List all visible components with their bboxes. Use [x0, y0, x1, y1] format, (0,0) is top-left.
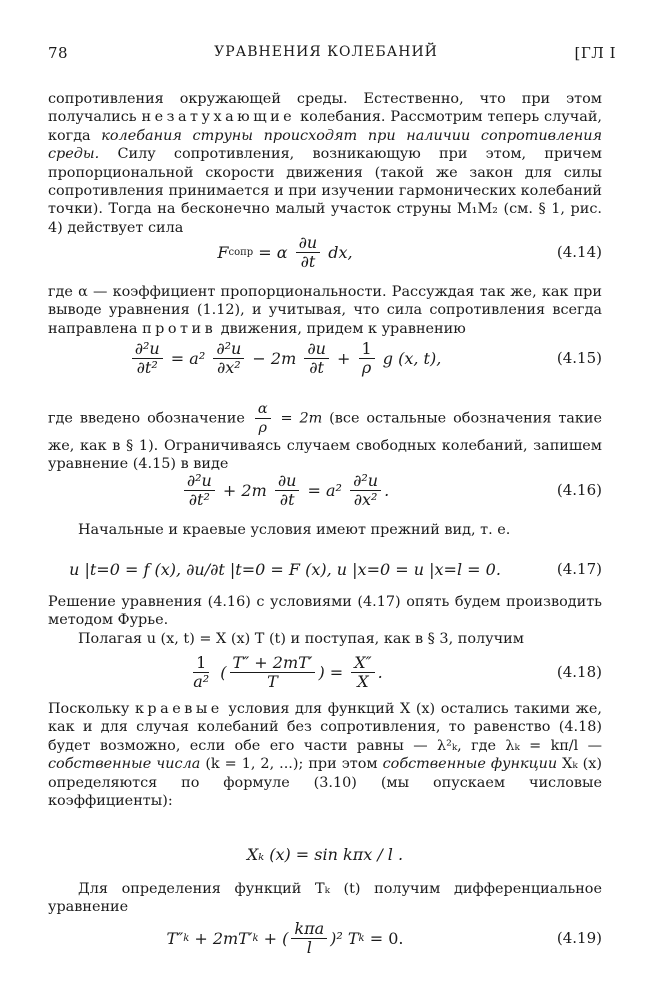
- equation-number: (4.14): [556, 243, 602, 261]
- equation-body: Xₖ (x) = sin kπx / l .: [246, 844, 404, 864]
- paragraph-5: Решение уравнения (4.16) с условиями (4.17) опять будем производить методом Фурье.: [48, 594, 602, 629]
- spaced-text: краевые: [134, 701, 223, 717]
- text-span: Xₖ (x) определяются по формуле (3.10) (мы опускаем числовые коэффициенты):: [48, 756, 602, 810]
- equation-body: u |t=0 = f (x), ∂u/∂t |t=0 = F (x), u |x=0 = u |x=l = 0.: [69, 559, 501, 579]
- equation-4-19: T″ k + 2mT′ k + ( $\frac{\text{kπa}}{l}$ )² T k = 0. (4.19): [48, 916, 602, 960]
- text-span: Поскольку: [48, 701, 135, 717]
- spaced-text: против: [142, 320, 217, 337]
- equation-4-15: $\frac{\text{∂²u}}{\text{∂t²}}$ = a² $\frac{\text{∂²u}}{\text{∂x²}}$ − 2m $\frac{\partial u}{\partial t}$ + $\frac{1}{\rho}$ g (x, t), (4.15): [48, 336, 602, 380]
- equation-number: (4.18): [556, 663, 602, 681]
- chapter-marker: [ГЛ I: [574, 44, 616, 62]
- equation-4-18: $\frac{1}{\text{a²}}$ ( $\frac{T'' + 2mT'}{T}$ ) = $\frac{X''}{X}$ . (4.18): [48, 650, 602, 694]
- paragraph-1: [48, 90, 602, 237]
- equation-4-16: $\frac{\text{∂²u}}{\text{∂t²}}$ + 2m $\frac{\partial u}{\partial t}$ = a² $\frac{\text{∂²u}}{\text{∂x²}}$ . (4.16): [48, 468, 602, 512]
- equation-4-17: [48, 547, 602, 591]
- text-span: где введено обозначение: [48, 410, 245, 427]
- spaced-text: незатухающие: [141, 109, 296, 126]
- text-span: условия для функций X (x) остались такими же, как и для случая колебаний без сопротивления, то равенство (4.18) будет возможно, если обе его части равны — λ²ₖ, где λₖ = kπ/l —: [48, 701, 602, 754]
- paragraph-4: Начальные и краевые условия имеют прежний вид, т. е.: [78, 522, 511, 538]
- text-span: сопротивления окружающей среды. Естественно, что при этом получались: [48, 91, 602, 126]
- equation-number: (4.19): [556, 929, 602, 947]
- paragraph-6: Полагая u (x, t) = X (x) T (t) и поступая, как в § 3, получим: [78, 631, 524, 647]
- paragraph-2: [48, 283, 602, 338]
- equation-4-14: F сопр = α $\frac{\partial u}{\partial t}$ dx, (4.14): [48, 230, 602, 274]
- text-span: (k = 1, 2, ...); при этом: [200, 756, 383, 773]
- text-span: Силу сопротивления, возникающую при этом, причем пропорциональной скорости движения (такой же закон для силы сопротивления принимается и при изучении гармонических колебаний точки). Тогда на бесконечно малый участок струны M₁M₂ (см. § 1, рис. 4) действует сила: [48, 146, 602, 236]
- italic-text: собственные функции: [382, 756, 558, 773]
- italic-text: собственные числа: [48, 756, 201, 773]
- text-span: колебания. Рассмотрим теперь случай, когда: [48, 109, 602, 144]
- equation-number: (4.16): [556, 481, 602, 499]
- paragraph-3: где введено обозначение $\frac{\alpha}{\rho}$ = 2m (все остальные обозначения такие же, как в § 1). Ограничиваясь случаем свободных колебаний, запишем уравнение (4.15) в виде: [48, 401, 602, 473]
- italic-text: колебания струны происходят при наличии сопротивления среды.: [48, 127, 602, 163]
- inline-fraction: $\frac{\alpha}{\rho}$: [255, 400, 271, 437]
- equation-number: (4.15): [556, 349, 602, 367]
- paragraph-7: [48, 700, 602, 810]
- equation-number: (4.17): [556, 560, 602, 578]
- text-span: где α — коэффициент пропорциональности. Рассуждая так же, как при выводе уравнения (1.12), и учитывая, что сила сопротивления всегда направлена: [48, 284, 602, 337]
- running-title: УРАВНЕНИЯ КОЛЕБАНИЙ: [214, 44, 438, 60]
- paragraph-8: Для определения функций Tₖ (t) получим дифференциальное уравнение: [48, 881, 602, 916]
- text-span: (все остальные обозначения такие же, как в § 1). Ограничиваясь случаем свободных колебаний, запишем уравнение (4.15) в виде: [48, 410, 602, 473]
- page-number: 78: [48, 44, 69, 62]
- text-span: движения, придем к уравнению: [216, 320, 466, 337]
- equation-xk: [48, 832, 602, 876]
